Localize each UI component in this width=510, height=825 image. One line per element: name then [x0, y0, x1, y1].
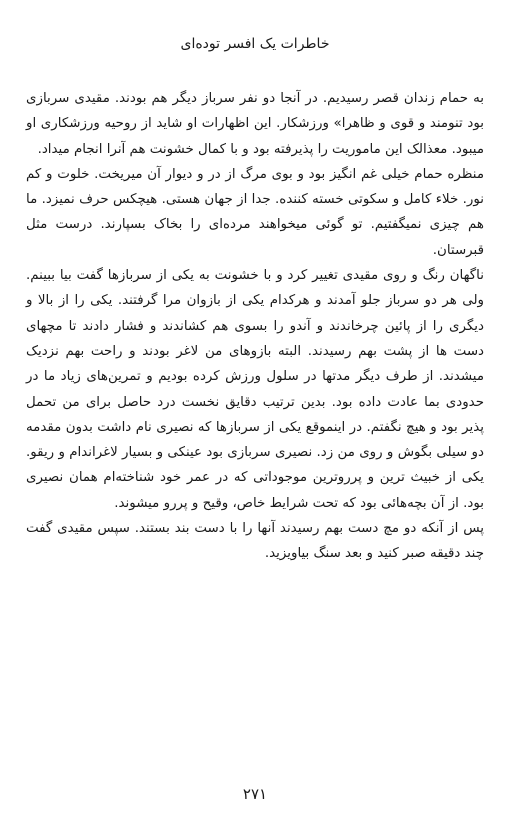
- paragraph-4: پس از آنکه دو مچ دست بهم رسیدند آنها را با دست بند بستند. سپس مقیدی گفت چند دقیقه صبر کنید و بعد سنگ بیاویزید.: [26, 521, 484, 562]
- paragraph-3: ناگهان رنگ و روی مقیدی تغییر کرد و با خشونت به یکی از سربازها گفت بیا ببینم. ولی هر دو سرباز جلو آمدند و هرکدام یکی از بازوان مرا گرفتند. یکی را از بالا و دیگری را از پائین چرخاندند و آندو را بسوی هم کشاندند و فشار دادند تا مچهای دست ها از پشت بهم رسیدند. البته بازوهای من لاغر بودند و راحت بهم نزدیک میشدند. از طرف دیگر مدتها در سلول ورزش کرده بودیم و تمرین‌های زیاد ما در حدودی بما عادت داده بود. بدین ترتیب دقایق نخست درد حاصل برای من تحمل پذیر بود و هیچ نگفتم. در اینموقع یکی از سربازها که نصیری نام داشت بدون مقدمه دو سیلی بگوش و روی من زد. نصیری سربازی بود عینکی و بسیار لاغراندام و ریقو. یکی از خبیث ترین و پرروترین موجوداتی که در عمر خود شناخته‌ام همان نصیری بود. از آن بچه‌هائی بود که تحت شرایط خاص، وقیح و پررو میشوند.: [26, 268, 484, 511]
- paragraph-1: به حمام زندان قصر رسیدیم. در آنجا دو نفر سرباز دیگر هم بودند. مقیدی سربازی بود تنومند و قوی و ظاهرا» ورزشکار. این اظهارات او شاید از روحیه ورزشکاری او میبود. معذالک این ماموریت را پذیرفته بود و با کمال خشونت هم آنرا انجام میداد.: [26, 91, 484, 157]
- page-number: ۲۷۱: [242, 785, 268, 803]
- paragraph-2: منظره حمام خیلی غم انگیز بود و بوی مرگ از در و دیوار آن میریخت. خلوت و کم نور. خلاء کامل و سکوتی خسته کننده. جدا از جهان هستی. هیچکس حرف نمیزد. ما هم چیزی نمیگفتیم. تو گوئی میخواهند مرده‌ای را بخاک بسپارند. درست مثل قبرستان.: [26, 166, 484, 258]
- running-head: خاطرات یک افسر توده‌ای: [180, 36, 330, 52]
- body-text: [26, 86, 484, 567]
